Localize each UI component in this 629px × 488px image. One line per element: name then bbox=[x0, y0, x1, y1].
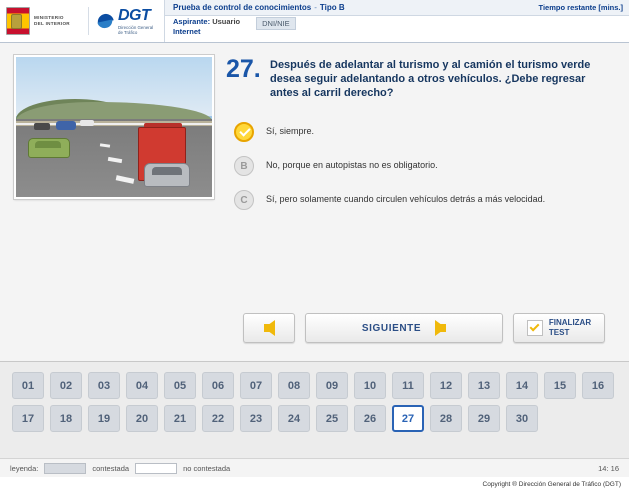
answer-bullet-c[interactable]: C bbox=[234, 190, 254, 210]
check-icon bbox=[527, 320, 543, 336]
finish-label-line1: FINALIZAR bbox=[548, 318, 592, 327]
question-cell-29[interactable]: 29 bbox=[468, 405, 500, 432]
dgt-logo bbox=[88, 7, 158, 35]
exam-title-group bbox=[173, 3, 345, 12]
answers-list bbox=[226, 122, 613, 210]
answer-text-b: No, porque en autopistas no es obligatorio. bbox=[266, 160, 438, 170]
vehicle-dark-car bbox=[34, 123, 50, 130]
question-header bbox=[226, 57, 613, 100]
question-cell-16[interactable]: 16 bbox=[582, 372, 614, 399]
dgt-name: DGT bbox=[118, 7, 151, 24]
exam-variant: Tipo B bbox=[319, 3, 345, 12]
question-cell-17[interactable]: 17 bbox=[12, 405, 44, 432]
answer-text-a: Sí, siempre. bbox=[266, 126, 315, 136]
previous-question-button[interactable] bbox=[243, 313, 295, 343]
vehicle-grey-car bbox=[144, 163, 190, 187]
question-number: 27. bbox=[226, 55, 261, 83]
ministry-line2: DEL INTERIOR bbox=[34, 21, 70, 26]
vehicle-white-car bbox=[80, 120, 94, 126]
question-cell-01[interactable]: 01 bbox=[12, 372, 44, 399]
dgt-swoosh-icon bbox=[97, 11, 115, 31]
answer-option-c[interactable] bbox=[234, 190, 613, 210]
legend-swatch-answered bbox=[44, 463, 86, 474]
answer-bullet-a[interactable] bbox=[234, 122, 254, 142]
question-cell-18[interactable]: 18 bbox=[50, 405, 82, 432]
copyright-text: Copyright ® Dirección General de Tráfico (DGT) bbox=[482, 480, 621, 488]
question-cell-22[interactable]: 22 bbox=[202, 405, 234, 432]
timer-label: Tiempo restante [mins.] bbox=[538, 3, 623, 12]
question-cell-09[interactable]: 09 bbox=[316, 372, 348, 399]
exam-title: Prueba de control de conocimientos bbox=[173, 3, 312, 12]
answer-bullet-b[interactable]: B bbox=[234, 156, 254, 176]
image-column bbox=[0, 43, 218, 361]
question-cell-04[interactable]: 04 bbox=[126, 372, 158, 399]
question-cell-08[interactable]: 08 bbox=[278, 372, 310, 399]
legend-answered-label: contestada bbox=[92, 463, 130, 473]
candidate-value: Usuario bbox=[212, 17, 241, 26]
dgt-subtitle: Dirección General de Tráfico bbox=[118, 25, 154, 35]
arrow-right-icon bbox=[435, 320, 446, 336]
question-cell-12[interactable]: 12 bbox=[430, 372, 462, 399]
question-cell-02[interactable]: 02 bbox=[50, 372, 82, 399]
answer-text-c: Sí, pero solamente cuando circulen vehículos detrás a más velocidad. bbox=[266, 194, 546, 204]
question-cell-05[interactable]: 05 bbox=[164, 372, 196, 399]
clock-display: 14: 16 bbox=[598, 463, 619, 473]
header-info bbox=[164, 0, 629, 42]
question-cell-28[interactable]: 28 bbox=[430, 405, 462, 432]
answer-option-a[interactable] bbox=[234, 122, 613, 142]
question-cell-14[interactable]: 14 bbox=[506, 372, 538, 399]
next-button-label: SIGUIENTE bbox=[361, 322, 422, 334]
answer-option-b[interactable] bbox=[234, 156, 613, 176]
question-cell-06[interactable]: 06 bbox=[202, 372, 234, 399]
question-cell-19[interactable]: 19 bbox=[88, 405, 120, 432]
vehicle-green-car bbox=[28, 138, 70, 158]
question-cell-25[interactable]: 25 bbox=[316, 405, 348, 432]
app-header bbox=[0, 0, 629, 43]
spain-coat-of-arms-icon bbox=[6, 7, 30, 35]
finish-label-line2: TEST bbox=[548, 328, 570, 337]
legend-bar bbox=[0, 458, 629, 477]
question-cell-10[interactable]: 10 bbox=[354, 372, 386, 399]
logo-block bbox=[0, 0, 164, 42]
finish-button-label bbox=[549, 318, 591, 338]
next-question-button[interactable] bbox=[305, 313, 503, 343]
question-cell-27[interactable]: 27 bbox=[392, 405, 424, 432]
question-navigator bbox=[0, 362, 629, 458]
question-cell-26[interactable]: 26 bbox=[354, 405, 386, 432]
question-grid-row-1 bbox=[12, 372, 617, 399]
main-panel bbox=[0, 43, 629, 362]
candidate-label-2: Internet bbox=[173, 27, 201, 36]
candidate-bar bbox=[164, 16, 629, 42]
question-cell-20[interactable]: 20 bbox=[126, 405, 158, 432]
legend-title: leyenda: bbox=[10, 463, 39, 473]
title-separator: - bbox=[314, 3, 317, 12]
question-cell-23[interactable]: 23 bbox=[240, 405, 272, 432]
question-cell-03[interactable]: 03 bbox=[88, 372, 120, 399]
arrow-left-icon bbox=[264, 320, 275, 336]
ministry-logo bbox=[6, 7, 78, 35]
ministry-name bbox=[34, 15, 78, 27]
navigation-buttons bbox=[243, 313, 605, 343]
ministry-line1: MINISTERIO bbox=[34, 15, 64, 20]
question-cell-21[interactable]: 21 bbox=[164, 405, 196, 432]
question-image bbox=[14, 55, 214, 199]
question-cell-13[interactable]: 13 bbox=[468, 372, 500, 399]
finish-test-button[interactable] bbox=[513, 313, 605, 343]
header-title-bar bbox=[164, 0, 629, 16]
question-cell-30[interactable]: 30 bbox=[506, 405, 538, 432]
question-cell-24[interactable]: 24 bbox=[278, 405, 310, 432]
dni-field[interactable]: DNI/NIE bbox=[256, 17, 296, 30]
candidate-label-group bbox=[173, 17, 240, 27]
question-cell-15[interactable]: 15 bbox=[544, 372, 576, 399]
legend-unanswered-label: no contestada bbox=[183, 463, 231, 473]
question-cell-11[interactable]: 11 bbox=[392, 372, 424, 399]
question-grid-row-2 bbox=[12, 405, 617, 432]
footer-bar bbox=[0, 477, 629, 488]
question-text: Después de adelantar al turismo y al camión el turismo verde desea seguir adelantando a otros vehículos. ¿Debe regresar antes al carril derecho? bbox=[270, 59, 591, 99]
legend-swatch-unanswered bbox=[135, 463, 177, 474]
question-cell-07[interactable]: 07 bbox=[240, 372, 272, 399]
candidate-label: Aspirante: bbox=[173, 17, 211, 26]
vehicle-blue-truck bbox=[56, 121, 76, 130]
